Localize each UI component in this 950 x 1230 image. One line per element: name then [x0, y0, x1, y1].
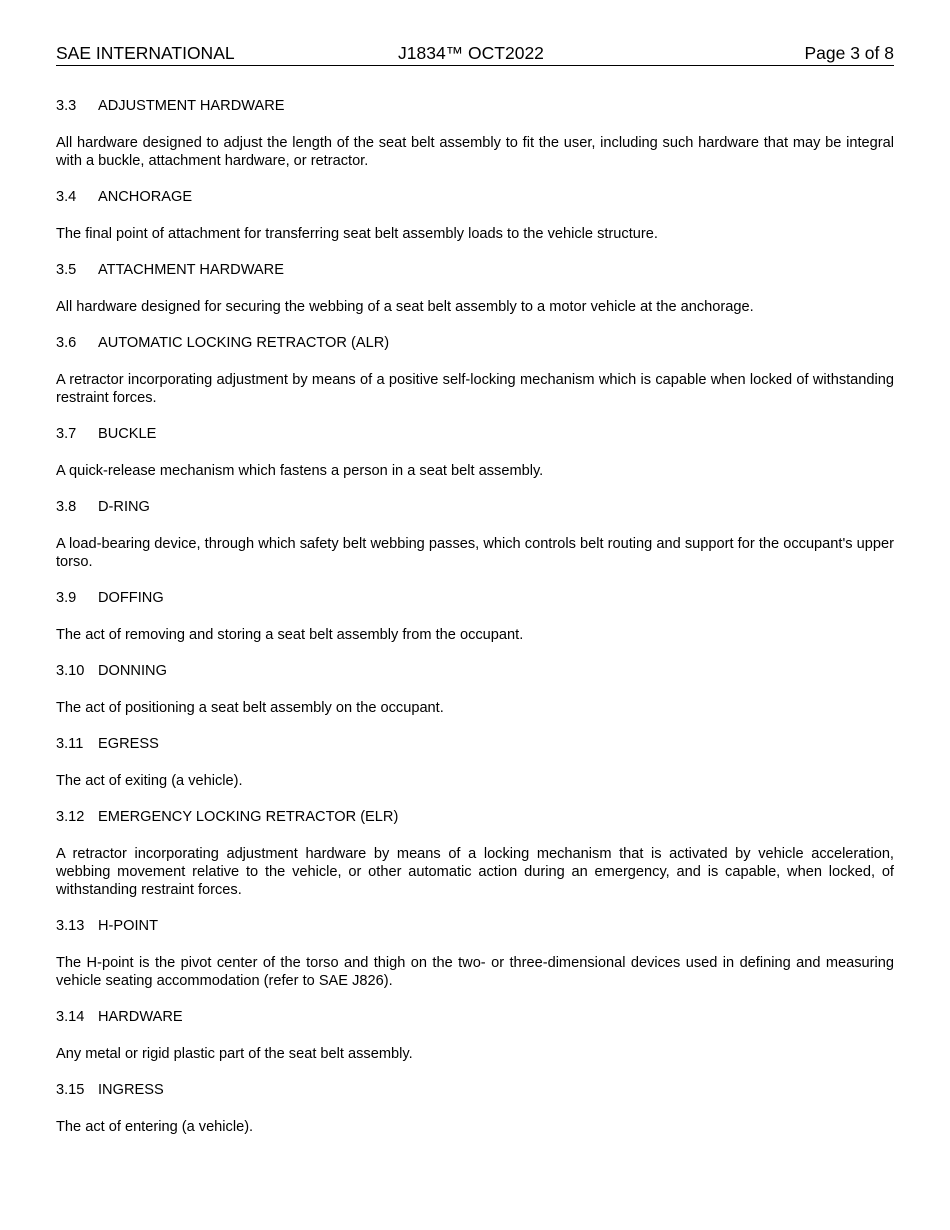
section-number: 3.8: [56, 499, 77, 515]
section-definition: The final point of attachment for transferring seat belt assembly loads to the vehicle structure.: [56, 225, 658, 242]
section-number: 3.6: [56, 335, 77, 351]
section-heading: [56, 917, 894, 935]
definition-section: [56, 1081, 894, 1136]
section-heading: [56, 188, 894, 206]
definition-section: [56, 662, 894, 717]
section-definition: The act of entering (a vehicle).: [56, 1118, 254, 1135]
definition-section: [56, 808, 894, 899]
definition-section: [56, 735, 894, 790]
section-definition: The act of exiting (a vehicle).: [56, 772, 243, 789]
section-title: AUTOMATIC LOCKING RETRACTOR (ALR): [98, 335, 390, 351]
definition-section: [56, 188, 894, 243]
section-definition: The act of positioning a seat belt assembly on the occupant.: [56, 699, 444, 716]
section-title: H-POINT: [98, 918, 158, 934]
section-heading: [56, 425, 894, 443]
definition-section: [56, 1008, 894, 1063]
section-number: 3.14: [56, 1009, 85, 1025]
section-title: DONNING: [98, 663, 167, 679]
definition-section: [56, 425, 894, 480]
header-page-number: Page 3 of 8: [804, 43, 894, 63]
section-title: INGRESS: [98, 1082, 164, 1098]
section-title: BUCKLE: [98, 426, 157, 442]
section-number: 3.11: [56, 736, 84, 752]
definition-section: [56, 589, 894, 644]
section-heading: [56, 662, 894, 680]
page-header: [56, 42, 894, 66]
section-number: 3.4: [56, 189, 77, 205]
section-heading: [56, 1081, 894, 1099]
section-heading: [56, 261, 894, 279]
definition-section: [56, 498, 894, 571]
section-heading: [56, 735, 894, 753]
section-number: 3.3: [56, 98, 77, 114]
section-number: 3.7: [56, 426, 77, 442]
section-title: EGRESS: [98, 736, 159, 752]
section-definition: The act of removing and storing a seat belt assembly from the occupant.: [56, 626, 524, 643]
section-number: 3.13: [56, 918, 85, 934]
section-title: D-RING: [98, 499, 150, 515]
section-definition: A load-bearing device, through which safety belt webbing passes, which controls belt routing and support for the occupant's upper torso.: [56, 535, 894, 570]
section-number: 3.10: [56, 663, 85, 679]
section-heading: [56, 498, 894, 516]
section-definition: All hardware designed to adjust the length of the seat belt assembly to fit the user, including such hardware that may be integral with a buckle, attachment hardware, or retractor.: [56, 134, 894, 169]
section-title: ANCHORAGE: [98, 189, 193, 205]
section-title: ADJUSTMENT HARDWARE: [98, 98, 285, 114]
header-organization: SAE INTERNATIONAL: [56, 43, 235, 63]
definition-section: [56, 917, 894, 990]
section-number: 3.9: [56, 590, 77, 606]
section-title: ATTACHMENT HARDWARE: [98, 262, 284, 278]
section-heading: [56, 97, 894, 115]
section-heading: [56, 589, 894, 607]
section-heading: [56, 334, 894, 352]
section-definition: A retractor incorporating adjustment by means of a positive self-locking mechanism which is capable when locked of withstanding restraint forces.: [56, 371, 894, 406]
definition-section: [56, 97, 894, 170]
definition-section: [56, 334, 894, 407]
section-definition: The H-point is the pivot center of the torso and thigh on the two- or three-dimensional devices used in defining and measuring vehicle seating accommodation (refer to SAE J826).: [56, 954, 894, 989]
section-number: 3.12: [56, 809, 85, 825]
section-number: 3.5: [56, 262, 77, 278]
section-definition: Any metal or rigid plastic part of the seat belt assembly.: [56, 1045, 413, 1062]
section-title: HARDWARE: [98, 1009, 183, 1025]
section-definition: A quick-release mechanism which fastens a person in a seat belt assembly.: [56, 462, 544, 479]
definition-section: [56, 261, 894, 316]
document-body: [56, 97, 894, 1154]
section-definition: All hardware designed for securing the webbing of a seat belt assembly to a motor vehicle at the anchorage.: [56, 298, 754, 315]
section-title: DOFFING: [98, 590, 164, 606]
section-title: EMERGENCY LOCKING RETRACTOR (ELR): [98, 809, 399, 825]
section-number: 3.15: [56, 1082, 85, 1098]
section-heading: [56, 808, 894, 826]
section-heading: [56, 1008, 894, 1026]
section-definition: A retractor incorporating adjustment hardware by means of a locking mechanism that is activated by vehicle acceleration, webbing movement relative to the vehicle, or other automatic action during an emergency, and is capable, when locked, of withstanding restraint forces.: [56, 845, 894, 898]
header-standard-id: J1834™ OCT2022: [398, 43, 544, 63]
